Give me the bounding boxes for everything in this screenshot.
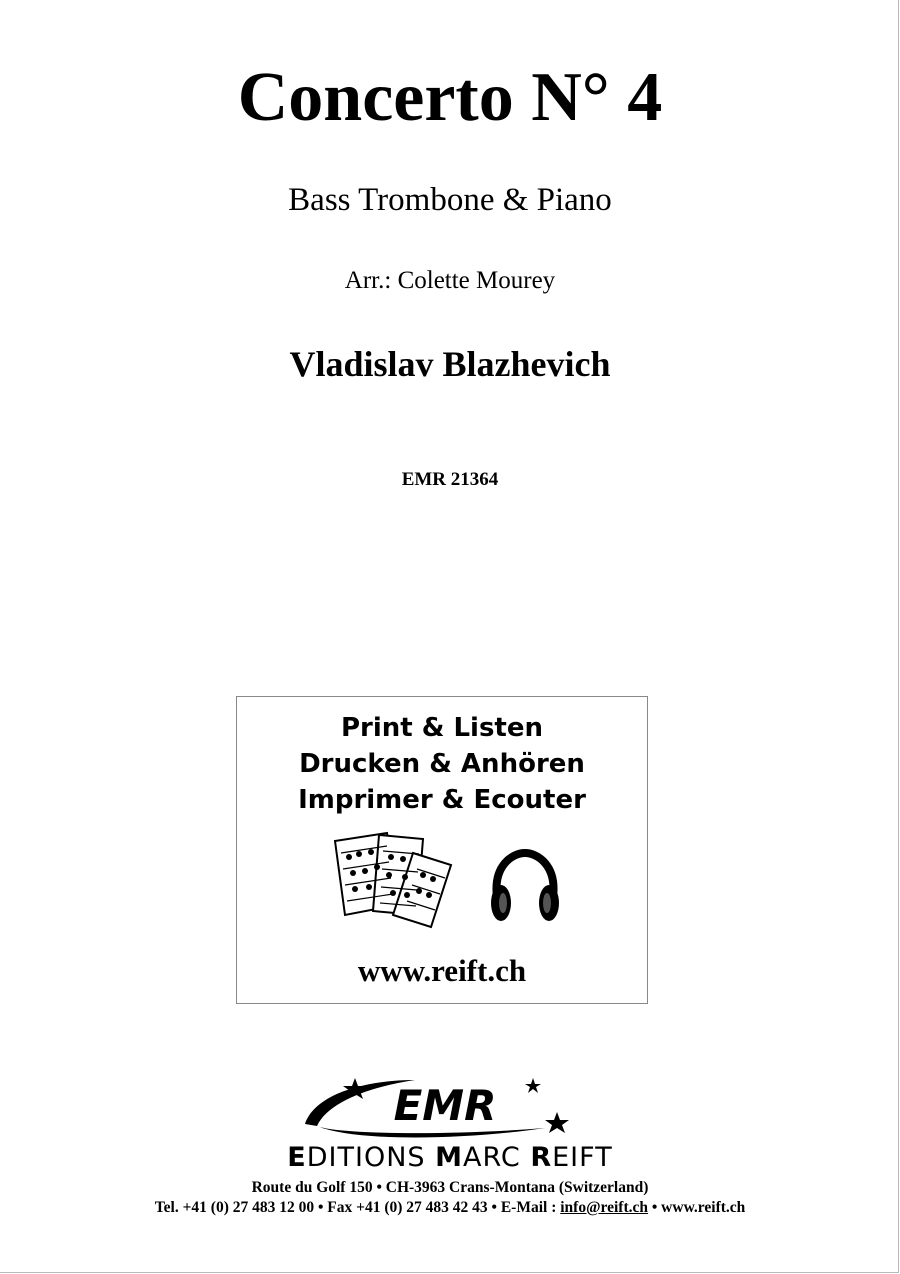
promo-line-german: Drucken & Anhören — [299, 749, 585, 779]
publisher-name — [0, 1142, 900, 1173]
sheet-music-icon — [327, 829, 457, 929]
headphones-icon — [487, 847, 563, 927]
page-title: Concerto N° 4 — [237, 59, 663, 136]
emr-logo — [295, 1072, 585, 1144]
composer: Vladislav Blazhevich — [289, 344, 611, 384]
catalog-number: EMR 21364 — [401, 469, 499, 490]
contact-phone-fax: Tel. +41 (0) 27 483 12 00 • Fax +41 (0) 27 483 42 43 • E-Mail : — [154, 1199, 561, 1216]
publisher-word-arc: ARC — [463, 1142, 531, 1173]
contact-website: • www.reift.ch — [648, 1199, 746, 1216]
publisher-initial-r: R — [530, 1142, 553, 1173]
emr-logo-mark: EMR — [393, 1081, 497, 1130]
publisher-word-ditions: DITIONS — [306, 1142, 436, 1173]
publisher-initial-e: E — [287, 1142, 307, 1173]
promo-line-english: Print & Listen — [340, 713, 544, 743]
promo-url[interactable]: www.reift.ch — [357, 953, 527, 988]
publisher-word-eift: EIFT — [552, 1142, 613, 1173]
email-link[interactable]: info@reift.ch — [560, 1199, 648, 1216]
promo-line-french: Imprimer & Ecouter — [298, 785, 586, 815]
instrumentation: Bass Trombone & Piano — [288, 182, 612, 218]
print-listen-box — [236, 696, 648, 1004]
publisher-initial-m: M — [435, 1142, 463, 1173]
publisher-address: Route du Golf 150 • CH-3963 Crans-Montana (Switzerland) — [251, 1179, 649, 1196]
publisher-contact — [0, 1199, 900, 1217]
arranger: Arr.: Colette Mourey — [344, 267, 556, 294]
